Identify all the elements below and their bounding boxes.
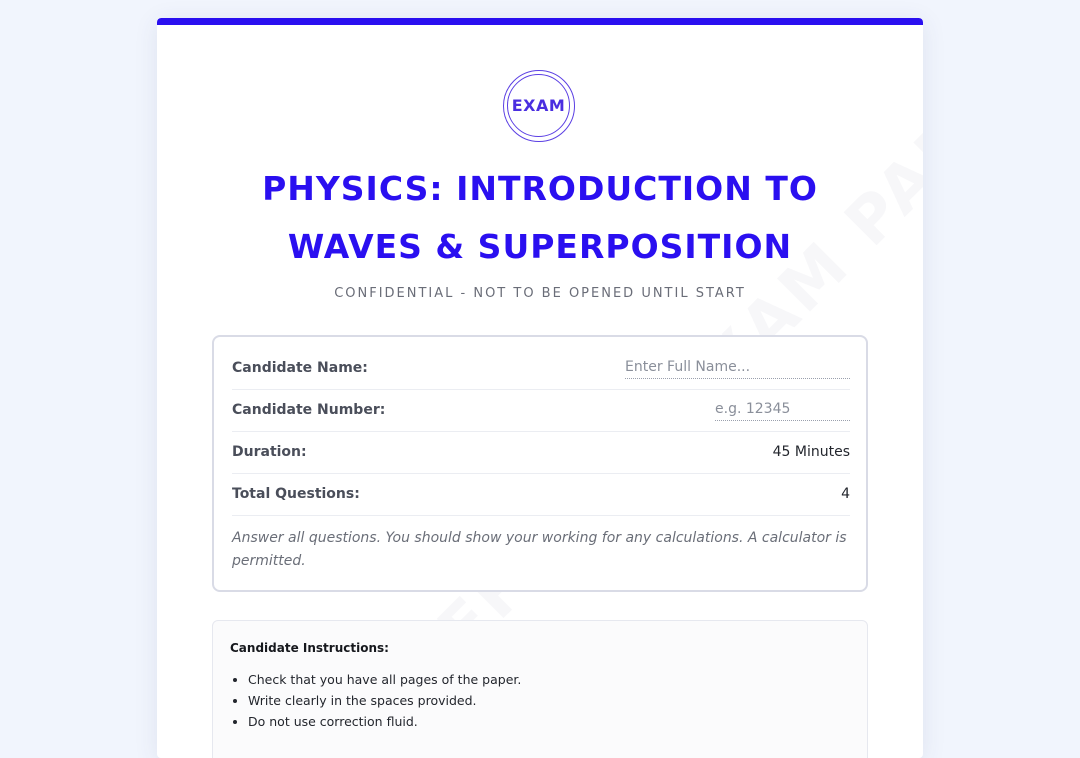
page-subtitle: CONFIDENTIAL - NOT TO BE OPENED UNTIL START (334, 286, 746, 301)
exam-note: Answer all questions. You should show your working for any calculations. A calculator is permitted. (232, 530, 847, 569)
paper-accent-bar (157, 18, 923, 25)
exam-paper (157, 18, 923, 758)
candidate-name-input[interactable] (625, 356, 850, 379)
candidate-instructions-box (212, 620, 868, 758)
instruction-item: • Do not use correction fluid. (248, 711, 521, 732)
total-questions-value: 4 (841, 486, 850, 502)
page-title: PHYSICS: INTRODUCTION TO WAVES & SUPERPOSITION (262, 169, 818, 266)
candidate-name-row (232, 347, 850, 390)
instructions-list (230, 669, 521, 732)
instruction-item: • Write clearly in the spaces provided. (248, 690, 521, 711)
duration-label: Duration: (232, 444, 307, 460)
candidate-number-label: Candidate Number: (232, 402, 386, 418)
instruction-item: • Check that you have all pages of the paper. (248, 669, 521, 690)
total-questions-label: Total Questions: (232, 486, 360, 502)
exam-seal-label: EXAM (507, 74, 570, 137)
candidate-number-input[interactable] (715, 398, 850, 421)
candidate-info-box (212, 335, 868, 592)
duration-row (232, 431, 850, 474)
duration-value: 45 Minutes (772, 444, 850, 460)
candidate-name-label: Candidate Name: (232, 360, 368, 376)
exam-seal-logo (503, 70, 575, 142)
candidate-number-row (232, 389, 850, 432)
total-questions-row (232, 473, 850, 516)
instructions-title: Candidate Instructions: (230, 641, 389, 655)
